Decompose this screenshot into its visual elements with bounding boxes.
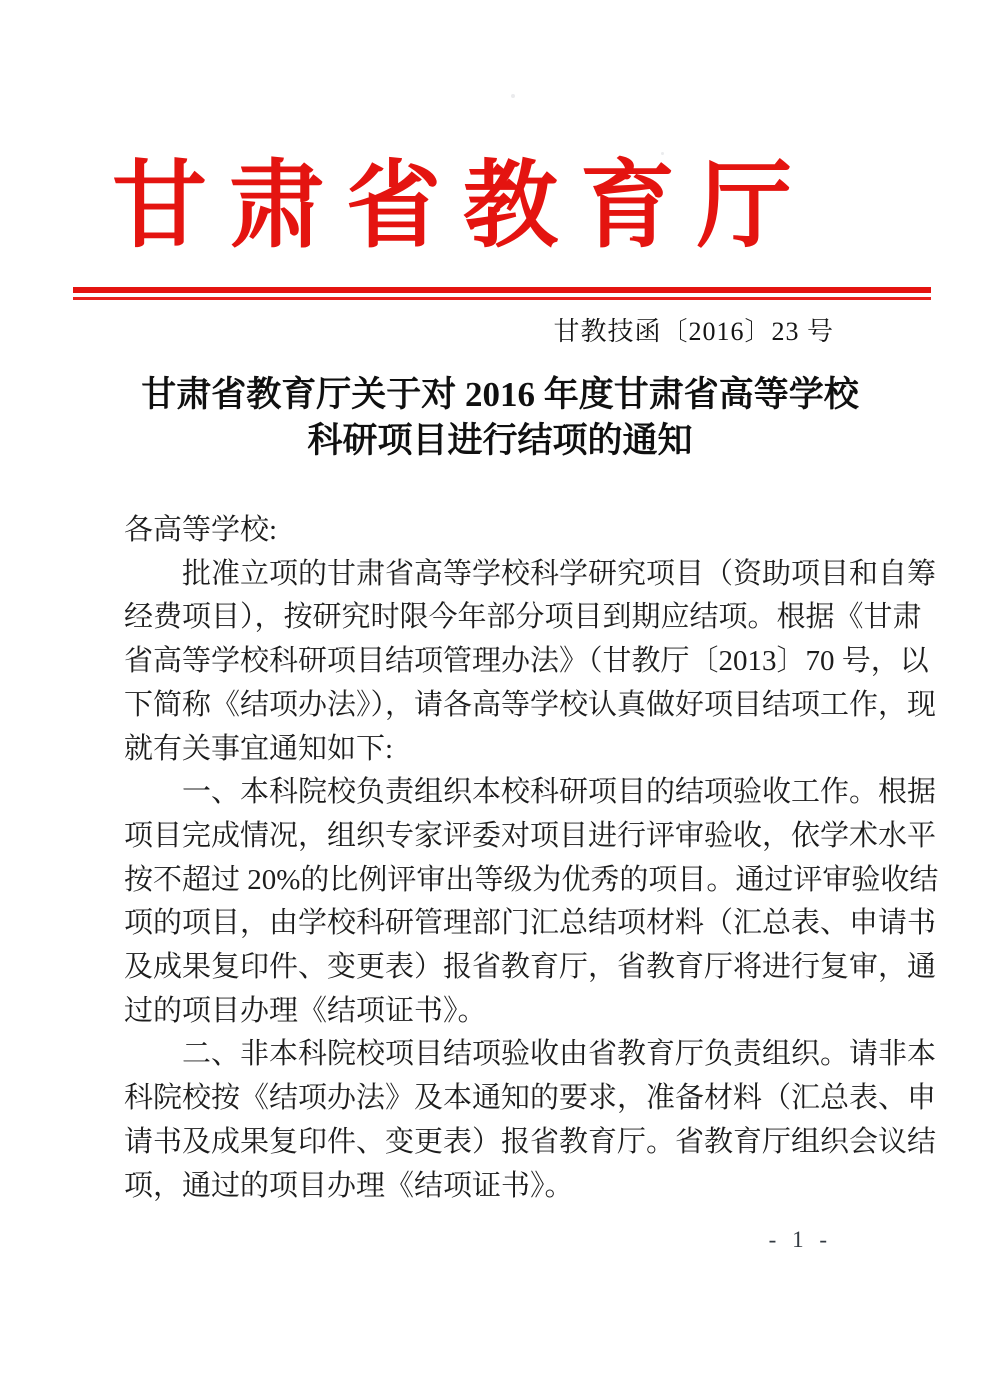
salutation: 各高等学校: <box>124 514 278 546</box>
body-paragraph-3 <box>124 1033 937 1208</box>
notice-title-line-1: 甘肃省教育厅关于对 2016 年度甘肃省高等学校 <box>141 375 859 414</box>
notice-title <box>0 372 1000 464</box>
body-line: 批准立项的甘肃省高等学校科学研究项目（资助项目和自筹 <box>182 557 937 590</box>
body-line: 请书及成果复印件、变更表）报省教育厅。省教育厅组织会议结 <box>124 1125 937 1158</box>
body-line: 按不超过 20%的比例评审出等级为优秀的项目。通过评审验收结 <box>124 863 939 896</box>
scan-artifact <box>511 94 515 98</box>
letterhead-agency-name: 甘肃省教育厅 <box>112 153 815 259</box>
body-paragraph-1 <box>124 553 937 772</box>
notice-title-line-2: 科研项目进行结项的通知 <box>307 421 693 460</box>
letterhead-separator-rule <box>73 287 931 300</box>
page-number: - 1 - <box>768 1227 832 1252</box>
body-paragraph-2 <box>124 771 939 1033</box>
body-line: 省高等学校科研项目结项管理办法》（甘教厅〔2013〕70 号，以 <box>124 645 929 678</box>
body-line: 项，通过的项目办理《结项证书》。 <box>124 1169 574 1202</box>
body-line: 一、本科院校负责组织本校科研项目的结项验收工作。根据 <box>182 776 937 809</box>
body-line: 科院校按《结项办法》及本通知的要求，准备材料（汇总表、申 <box>124 1082 937 1115</box>
document-reference-number: 甘教技函〔2016〕23 号 <box>553 317 834 346</box>
body-line: 项目完成情况，组织专家评委对项目进行评审验收，依学术水平 <box>124 819 937 852</box>
body-line: 项的项目，由学校科研管理部门汇总结项材料（汇总表、申请书 <box>124 907 937 940</box>
body-line: 过的项目办理《结项证书》。 <box>124 994 487 1027</box>
body-line: 经费项目），按研究时限今年部分项目到期应结项。根据《甘肃 <box>124 601 922 634</box>
body-line: 二、非本科院校项目结项验收由省教育厅负责组织。请非本 <box>182 1038 937 1071</box>
body-line: 下简称《结项办法》），请各高等学校认真做好项目结项工作，现 <box>124 688 937 721</box>
separator-thin-line <box>73 297 931 300</box>
body-line: 就有关事宜通知如下: <box>124 732 394 765</box>
notice-body <box>124 509 939 1208</box>
body-line: 及成果复印件、变更表）报省教育厅，省教育厅将进行复审，通 <box>124 951 937 984</box>
